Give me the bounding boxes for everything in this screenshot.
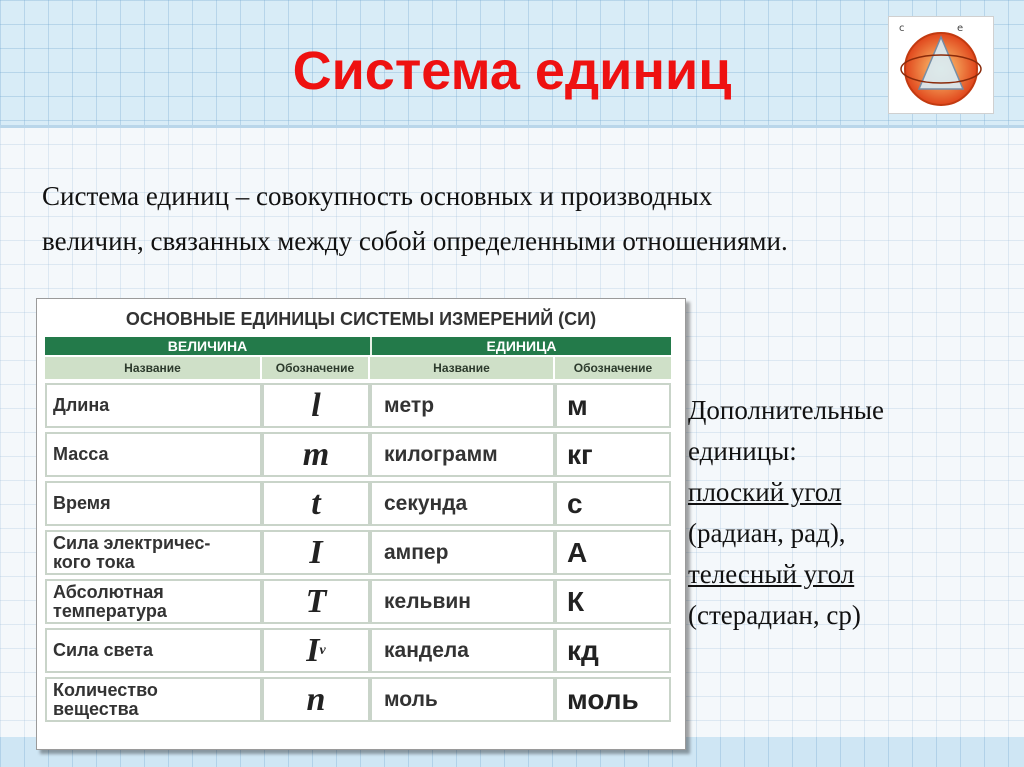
unit-name: ампер <box>370 530 555 575</box>
quantity-name-line-1: Сила электричес- <box>53 532 211 553</box>
unit-symbol: моль <box>555 677 671 722</box>
unit-name: кандела <box>370 628 555 673</box>
table-row <box>45 481 671 526</box>
solid-angle-label: телесный угол <box>688 559 855 589</box>
si-units-table <box>36 298 686 750</box>
unit-name: метр <box>370 383 555 428</box>
table-row <box>45 432 671 477</box>
col-quantity-name: Название <box>45 357 262 379</box>
table-row <box>45 530 671 575</box>
quantity-symbol: n <box>262 677 370 722</box>
quantity-symbol: m <box>262 432 370 477</box>
unit-symbol: кг <box>555 432 671 477</box>
table-row <box>45 383 671 428</box>
col-quantity-symbol: Обозначение <box>262 357 370 379</box>
definition-line-1: Система единиц – совокупность основных и производных <box>42 181 713 211</box>
logo-graphic <box>889 17 993 113</box>
table-row <box>45 628 671 673</box>
quantity-symbol: l <box>262 383 370 428</box>
quantity-name-line-1: Абсолютная <box>53 581 164 602</box>
group-unit: ЕДИНИЦА <box>486 338 557 354</box>
table-column-header <box>45 357 671 379</box>
unit-name: кельвин <box>370 579 555 624</box>
quantity-name: Масса <box>45 432 262 477</box>
quantity-name: Время <box>45 481 262 526</box>
quantity-symbol: T <box>262 579 370 624</box>
definition-text <box>42 174 1002 264</box>
side-line-2: единицы: <box>688 436 797 466</box>
definition-line-2: величин, связанных между собой определенными отношениями. <box>42 226 788 256</box>
svg-text:c: c <box>899 23 905 34</box>
unit-symbol: с <box>555 481 671 526</box>
table-group-header <box>45 337 671 355</box>
quantity-symbol-main: I <box>306 631 320 669</box>
unit-name: моль <box>370 677 555 722</box>
col-unit-name: Название <box>370 357 555 379</box>
quantity-name-line-2: кого тока <box>53 551 135 572</box>
quantity-name-line-2: температура <box>53 600 167 621</box>
col-unit-symbol: Обозначение <box>573 361 653 375</box>
quantity-name <box>45 579 262 624</box>
unit-name: килограмм <box>370 432 555 477</box>
svg-text:e: e <box>957 23 964 34</box>
side-line-1: Дополнительные <box>688 395 885 425</box>
side-line-4: (радиан, рад), <box>688 518 846 548</box>
quantity-symbol-sub: v <box>319 642 326 658</box>
quantity-name-line-1: Количество <box>53 679 158 700</box>
table-body <box>45 383 671 726</box>
quantity-name <box>45 530 262 575</box>
quantity-symbol: I <box>262 530 370 575</box>
unit-symbol: К <box>555 579 671 624</box>
quantity-name-line-2: вещества <box>53 698 139 719</box>
plane-angle-label: плоский угол <box>688 477 842 507</box>
unit-symbol: м <box>555 383 671 428</box>
group-quantity: ВЕЛИЧИНА <box>45 337 372 355</box>
side-line-6: (стерадиан, ср) <box>688 600 861 630</box>
logo <box>888 16 994 114</box>
unit-name: секунда <box>370 481 555 526</box>
slide-title: Система единиц <box>292 41 732 101</box>
quantity-name: Длина <box>45 383 262 428</box>
table-row <box>45 579 671 624</box>
unit-symbol: А <box>555 530 671 575</box>
quantity-symbol <box>262 628 370 673</box>
table-title: ОСНОВНЫЕ ЕДИНИЦЫ СИСТЕМЫ ИЗМЕРЕНИЙ (СИ) <box>125 309 597 329</box>
quantity-name: Сила света <box>45 628 262 673</box>
unit-symbol: кд <box>555 628 671 673</box>
additional-units <box>688 390 1008 636</box>
table-row <box>45 677 671 722</box>
quantity-symbol: t <box>262 481 370 526</box>
quantity-name <box>45 677 262 722</box>
